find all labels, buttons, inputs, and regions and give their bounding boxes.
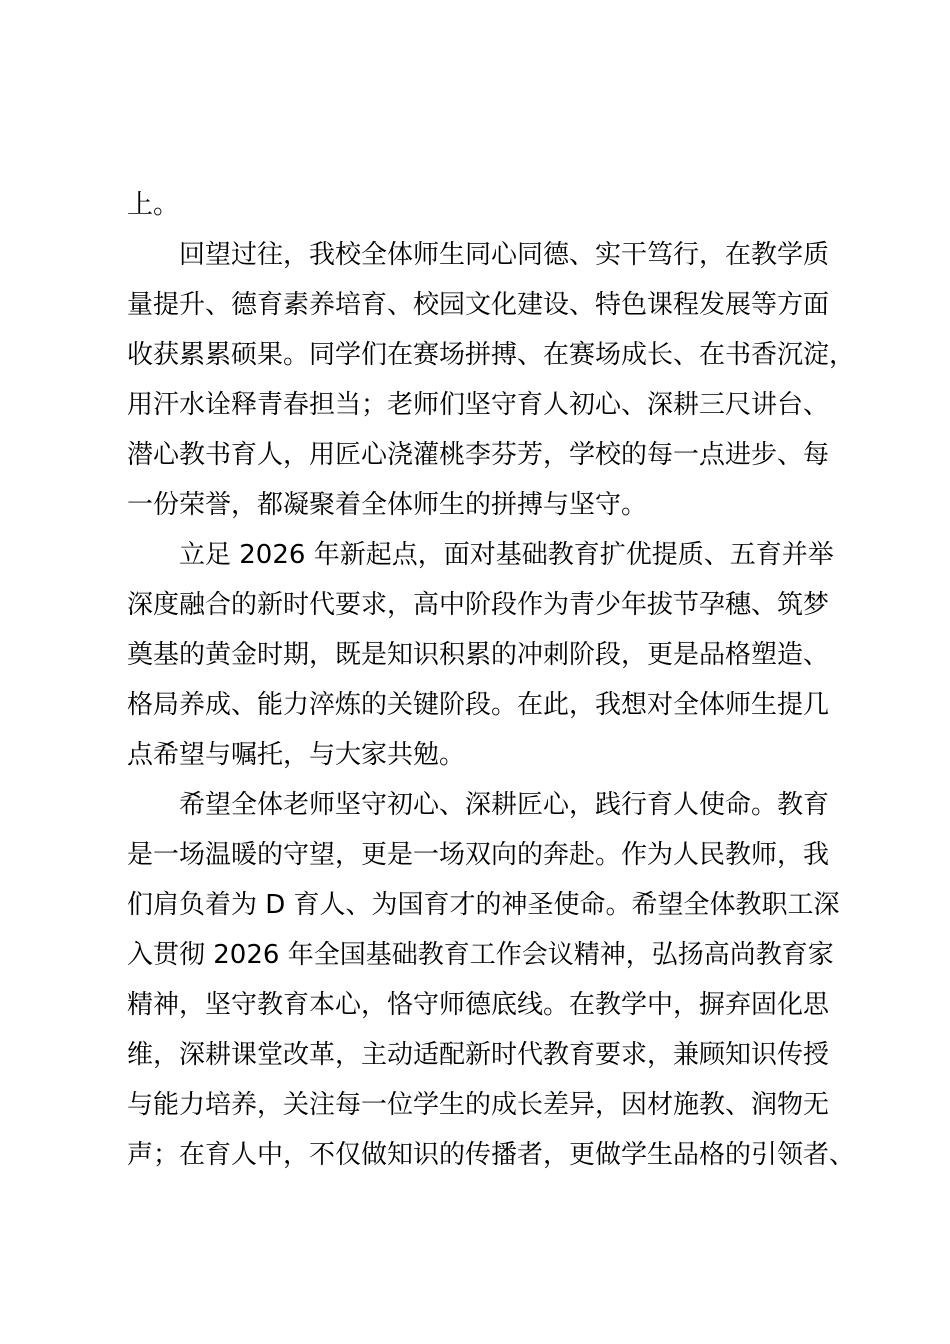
text-line: 与能力培养，关注每一位学生的成长差异，因材施教、润物无 <box>127 1090 830 1120</box>
text-line: 量提升、德育素养培育、校园文化建设、特色课程发展等方面 <box>127 290 830 320</box>
text-line: 维，深耕课堂改革，主动适配新时代教育要求，兼顾知识传授 <box>127 1040 830 1070</box>
text-line: 声；在育人中，不仅做知识的传播者，更做学生品格的引领者、 <box>127 1140 856 1170</box>
text-line: 潜心教书育人，用匠心浇灌桃李芬芳，学校的每一点进步、每 <box>127 440 830 470</box>
text-line: 一份荣誉，都凝聚着全体师生的拼搏与坚守。 <box>127 490 648 520</box>
text-line: 奠基的黄金时期，既是知识积累的冲刺阶段，更是品格塑造、 <box>127 640 830 670</box>
text-line: 入贯彻 2026 年全国基础教育工作会议精神，弘扬高尚教育家 <box>127 940 834 970</box>
text-line: 收获累累硕果。同学们在赛场拼搏、在赛场成长、在书香沉淀， <box>127 340 856 370</box>
text-line: 用汗水诠释青春担当；老师们坚守育人初心、深耕三尺讲台、 <box>127 390 830 420</box>
text-line: 们肩负着为 D 育人、为国育才的神圣使命。希望全体教职工深 <box>127 890 840 920</box>
text-line: 深度融合的新时代要求，高中阶段作为青少年拔节孕穗、筑梦 <box>127 590 830 620</box>
text-line: 上。 <box>127 190 180 220</box>
text-line: 格局养成、能力淬炼的关键阶段。在此，我想对全体师生提几 <box>127 690 830 720</box>
text-line: 点希望与嘱托，与大家共勉。 <box>127 740 466 770</box>
paragraph-first-line: 回望过往，我校全体师生同心同德、实干笃行，在教学质 <box>179 240 830 270</box>
text-line: 精神，坚守教育本心，恪守师德底线。在教学中，摒弃固化思 <box>127 990 830 1020</box>
text-line: 是一场温暖的守望，更是一场双向的奔赴。作为人民教师，我 <box>127 840 830 870</box>
paragraph-first-line: 希望全体老师坚守初心、深耕匠心，践行育人使命。教育 <box>179 790 830 820</box>
paragraph-first-line: 立足 2026 年新起点，面对基础教育扩优提质、五育并举 <box>179 540 834 570</box>
